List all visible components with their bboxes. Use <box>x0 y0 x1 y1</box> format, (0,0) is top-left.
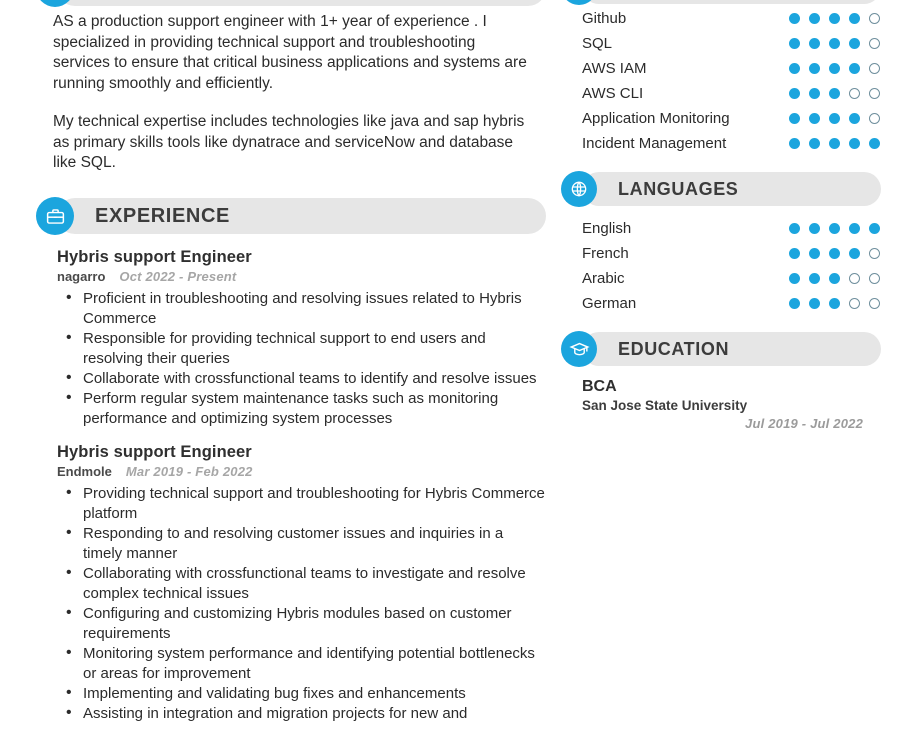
education-degree: BCA <box>582 378 617 395</box>
rating-dot-filled <box>849 138 860 149</box>
summary-paragraph: My technical expertise includes technologies like java and sap hybris as primary skills tools like dynatrace and serviceNow and database like SQL. <box>53 113 525 171</box>
right-column <box>561 0 881 750</box>
rating-dot-empty <box>849 298 860 309</box>
rating-dot-filled <box>789 63 800 74</box>
language-row <box>582 291 881 316</box>
language-label: Arabic <box>582 270 625 287</box>
rating-dot-filled <box>789 223 800 234</box>
skill-label: AWS IAM <box>582 60 647 77</box>
rating-dot-empty <box>869 63 880 74</box>
skill-row <box>582 56 881 81</box>
job-role: Hybris support Engineer <box>57 443 252 461</box>
rating-dot-empty <box>869 13 880 24</box>
skill-label: Application Monitoring <box>582 110 730 127</box>
rating-dot-filled <box>809 13 820 24</box>
rating-dot-filled <box>849 113 860 124</box>
rating-dot-filled <box>809 298 820 309</box>
rating-dot-filled <box>829 273 840 284</box>
job-bullet: • Responsible for providing technical support to end users and resolving their queries <box>83 329 546 369</box>
rating-dot-filled <box>809 88 820 99</box>
job-bullet: • Responding to and resolving customer issues and inquiries in a timely manner <box>83 524 546 564</box>
rating-dot-filled <box>849 63 860 74</box>
rating-dot-filled <box>869 223 880 234</box>
language-label: English <box>582 220 632 237</box>
job-bullet: • Perform regular system maintenance tasks such as monitoring performance and optimizing system processes <box>83 389 546 429</box>
skill-rating-dots <box>789 38 881 49</box>
rating-dot-filled <box>809 63 820 74</box>
languages-section <box>561 172 881 316</box>
education-title: EDUCATION <box>618 338 730 359</box>
job-role: Hybris support Engineer <box>57 248 252 266</box>
skills-section-header-clipped <box>561 0 881 8</box>
job-meta <box>57 269 546 284</box>
job-bullets <box>57 484 546 724</box>
rating-dot-filled <box>789 113 800 124</box>
education-entry <box>561 366 881 431</box>
rating-dot-empty <box>869 113 880 124</box>
rating-dot-filled <box>809 248 820 259</box>
rating-dot-filled <box>849 38 860 49</box>
job-bullet: • Implementing and validating bug fixes and enhancements <box>83 684 546 704</box>
job-bullet: • Proficient in troubleshooting and resolving issues related to Hybris Commerce <box>83 289 546 329</box>
language-label: French <box>582 245 629 262</box>
skills-icon <box>561 0 597 5</box>
skill-row <box>582 6 881 31</box>
language-row <box>582 216 881 241</box>
rating-dot-filled <box>789 248 800 259</box>
skill-rating-dots <box>789 13 881 24</box>
rating-dot-filled <box>849 13 860 24</box>
summary-text <box>53 12 533 174</box>
profile-section-header-clipped <box>36 0 546 8</box>
skill-label: Incident Management <box>582 135 727 152</box>
rating-dot-filled <box>829 248 840 259</box>
experience-entries <box>36 248 546 724</box>
language-row <box>582 241 881 266</box>
skill-row <box>582 131 881 156</box>
rating-dot-filled <box>809 38 820 49</box>
language-row <box>582 266 881 291</box>
rating-dot-filled <box>789 273 800 284</box>
rating-dot-filled <box>829 113 840 124</box>
rating-dot-filled <box>809 273 820 284</box>
rating-dot-empty <box>869 273 880 284</box>
language-label: German <box>582 295 637 312</box>
rating-dot-filled <box>869 138 880 149</box>
skill-label: AWS CLI <box>582 85 644 102</box>
rating-dot-filled <box>789 298 800 309</box>
education-section-header <box>582 332 881 366</box>
rating-dot-filled <box>849 223 860 234</box>
rating-dot-filled <box>829 138 840 149</box>
rating-dot-filled <box>809 223 820 234</box>
experience-entry <box>57 248 546 429</box>
job-company: Endmole <box>57 464 112 479</box>
rating-dot-filled <box>829 38 840 49</box>
education-section <box>561 332 881 431</box>
briefcase-icon <box>36 197 74 235</box>
skill-rating-dots <box>789 88 881 99</box>
rating-dot-filled <box>829 13 840 24</box>
skill-row <box>582 81 881 106</box>
job-bullet: • Configuring and customizing Hybris modules based on customer requirements <box>83 604 546 644</box>
skill-rating-dots <box>789 63 881 74</box>
job-bullet: • Providing technical support and troubleshooting for Hybris Commerce platform <box>83 484 546 524</box>
skill-row <box>582 106 881 131</box>
skill-rating-dots <box>789 113 881 124</box>
user-icon <box>36 0 74 7</box>
skill-rating-dots <box>789 138 881 149</box>
languages-title: LANGUAGES <box>618 178 739 199</box>
language-rating-dots <box>789 248 881 259</box>
job-bullet: • Collaborating with crossfunctional teams to investigate and resolve complex technical issues <box>83 564 546 604</box>
rating-dot-filled <box>789 88 800 99</box>
education-school: San Jose State University <box>582 398 748 413</box>
section-header-bar <box>57 0 546 6</box>
skills-list <box>561 0 881 156</box>
language-rating-dots <box>789 298 881 309</box>
globe-icon <box>561 171 597 207</box>
language-rating-dots <box>789 223 881 234</box>
skill-row <box>582 31 881 56</box>
languages-list <box>561 206 881 316</box>
summary-paragraph: AS a production support engineer with 1+ year of experience . I specialized in providing technical support and troubleshooting services to ensure that critical business applications and systems are running smoothly and efficiently. <box>53 13 527 92</box>
rating-dot-filled <box>789 138 800 149</box>
rating-dot-filled <box>829 63 840 74</box>
rating-dot-empty <box>869 88 880 99</box>
rating-dot-filled <box>829 88 840 99</box>
languages-section-header <box>582 172 881 206</box>
rating-dot-filled <box>829 298 840 309</box>
rating-dot-empty <box>869 298 880 309</box>
rating-dot-filled <box>789 38 800 49</box>
skills-section-header <box>582 0 881 4</box>
rating-dot-empty <box>869 38 880 49</box>
rating-dot-empty <box>869 248 880 259</box>
rating-dot-filled <box>789 13 800 24</box>
language-rating-dots <box>789 273 881 284</box>
job-bullet: • Collaborate with crossfunctional teams to identify and resolve issues <box>83 369 546 389</box>
job-dates: Oct 2022 - Present <box>119 269 237 284</box>
job-meta <box>57 464 546 479</box>
graduation-cap-icon <box>561 331 597 367</box>
rating-dot-filled <box>849 248 860 259</box>
experience-title: EXPERIENCE <box>95 204 230 227</box>
rating-dot-filled <box>829 223 840 234</box>
rating-dot-empty <box>849 273 860 284</box>
job-company: nagarro <box>57 269 106 284</box>
job-bullets <box>57 289 546 429</box>
skill-label: Github <box>582 10 627 27</box>
job-bullet: • Assisting in integration and migration projects for new and <box>83 704 546 724</box>
job-bullet: • Monitoring system performance and identifying potential bottlenecks or areas for improvement <box>83 644 546 684</box>
rating-dot-empty <box>849 88 860 99</box>
education-dates: Jul 2019 - Jul 2022 <box>745 416 863 431</box>
skill-label: SQL <box>582 35 613 52</box>
experience-section-header <box>57 198 546 234</box>
job-dates: Mar 2019 - Feb 2022 <box>125 464 253 479</box>
rating-dot-filled <box>809 138 820 149</box>
rating-dot-filled <box>809 113 820 124</box>
experience-section <box>36 198 546 724</box>
left-column <box>36 0 546 750</box>
experience-entry <box>57 443 546 724</box>
